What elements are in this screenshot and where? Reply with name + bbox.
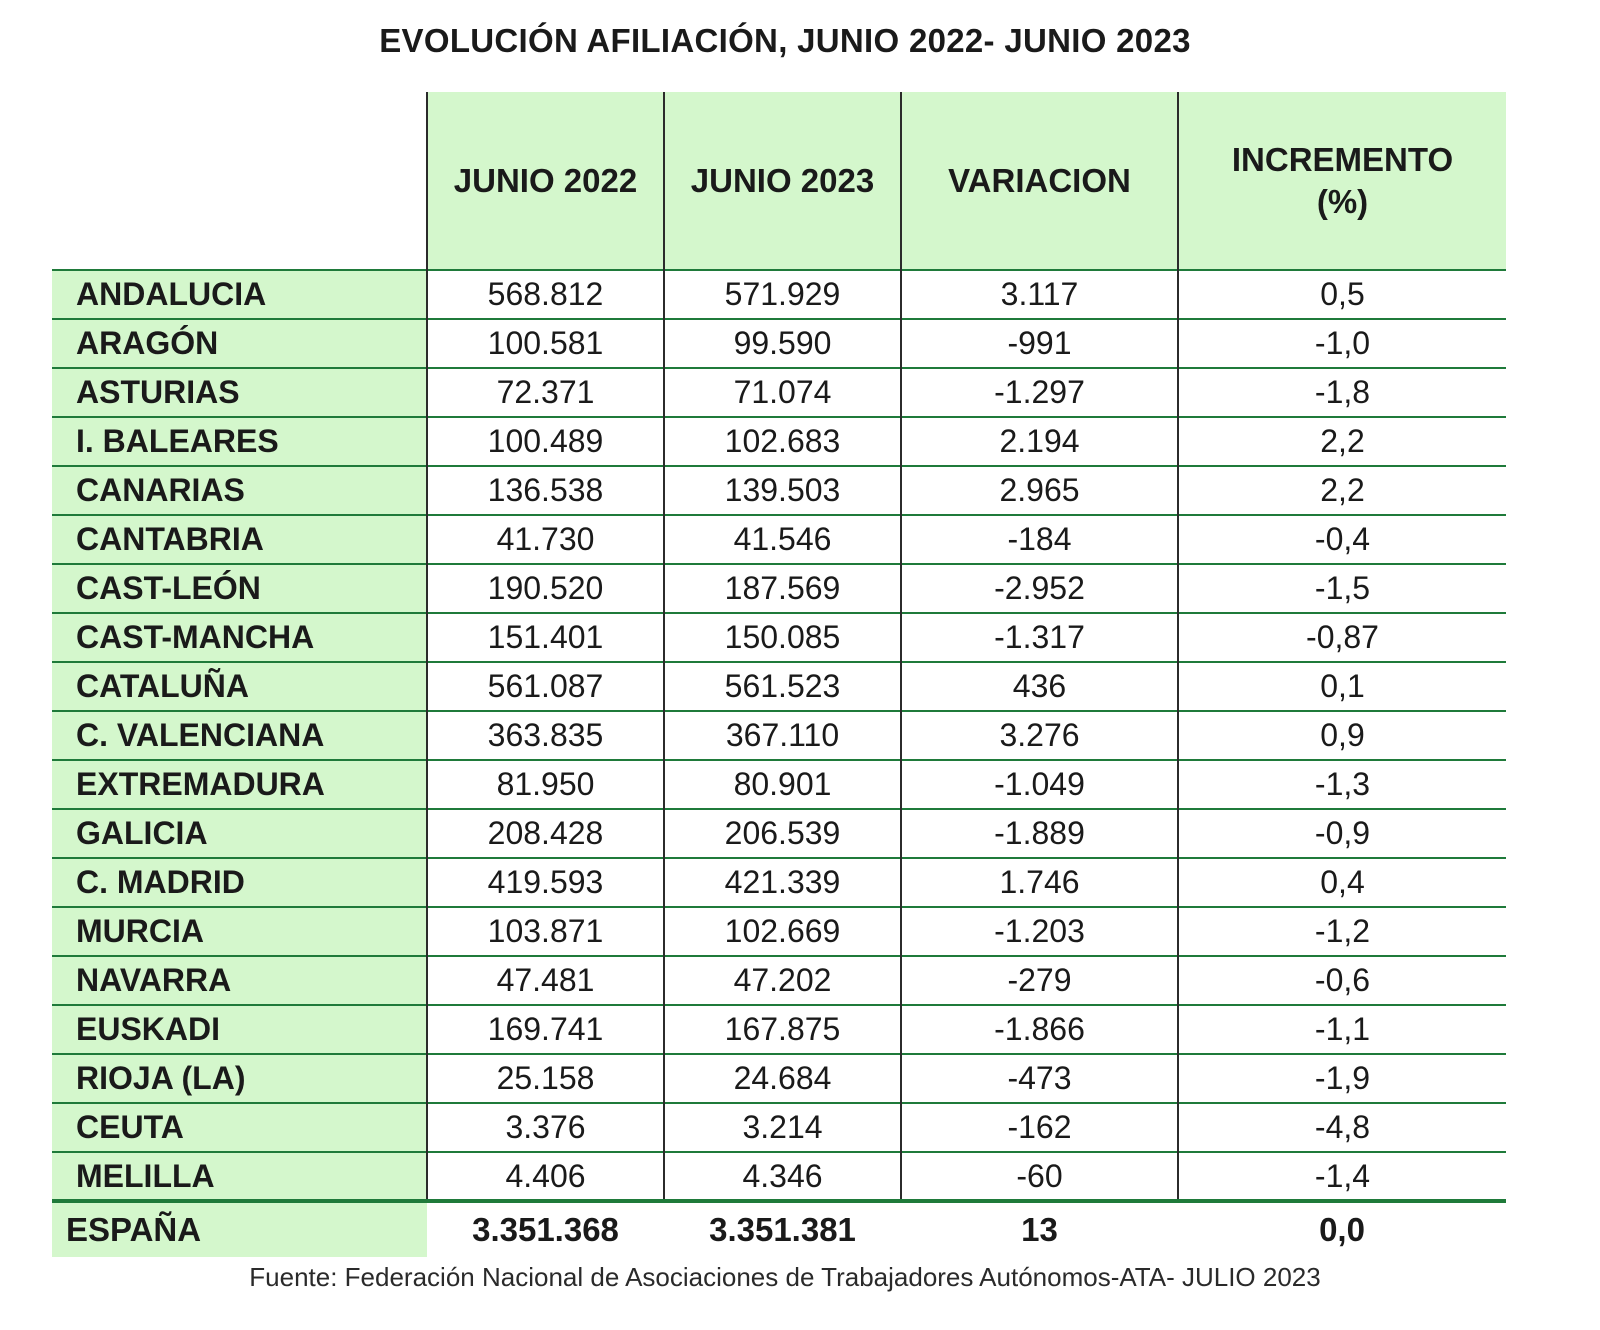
total-region: ESPAÑA (52, 1201, 427, 1257)
variacion-cell: -279 (901, 956, 1178, 1005)
table-row (52, 662, 1506, 711)
table-row (52, 368, 1506, 417)
region-cell: RIOJA (LA) (52, 1054, 427, 1103)
table-row (52, 1103, 1506, 1152)
region-cell: MURCIA (52, 907, 427, 956)
incremento-cell: -1,9 (1178, 1054, 1506, 1103)
incremento-cell: -1,0 (1178, 319, 1506, 368)
junio-2023-cell: 102.669 (664, 907, 901, 956)
header-corner (52, 92, 427, 270)
variacion-cell: -162 (901, 1103, 1178, 1152)
table-title: EVOLUCIÓN AFILIACIÓN, JUNIO 2022- JUNIO 2023 (379, 22, 1191, 59)
total-variacion: 13 (901, 1201, 1178, 1257)
table-row (52, 956, 1506, 1005)
header-incremento-line2: (%) (1316, 182, 1369, 220)
region-cell: CAST-MANCHA (52, 613, 427, 662)
junio-2022-cell: 561.087 (427, 662, 664, 711)
region-cell: NAVARRA (52, 956, 427, 1005)
junio-2023-cell: 421.339 (664, 858, 901, 907)
variacion-cell: 3.276 (901, 711, 1178, 760)
incremento-cell: -0,9 (1178, 809, 1506, 858)
variacion-cell: -1.203 (901, 907, 1178, 956)
variacion-cell: -991 (901, 319, 1178, 368)
junio-2023-cell: 41.546 (664, 515, 901, 564)
table-row (52, 466, 1506, 515)
variacion-cell: -1.297 (901, 368, 1178, 417)
source-note: Fuente: Federación Nacional de Asociaciones de Trabajadores Autónomos-ATA- JULIO 2023 (249, 1262, 1321, 1292)
junio-2022-cell: 190.520 (427, 564, 664, 613)
variacion-cell: -60 (901, 1152, 1178, 1201)
variacion-cell: -1.317 (901, 613, 1178, 662)
junio-2023-cell: 4.346 (664, 1152, 901, 1201)
header-variacion: VARIACION (901, 92, 1178, 270)
region-cell: CANARIAS (52, 466, 427, 515)
variacion-cell: -1.866 (901, 1005, 1178, 1054)
region-cell: CEUTA (52, 1103, 427, 1152)
incremento-cell: 0,4 (1178, 858, 1506, 907)
junio-2022-cell: 81.950 (427, 760, 664, 809)
region-cell: C. MADRID (52, 858, 427, 907)
incremento-cell: -1,1 (1178, 1005, 1506, 1054)
total-junio-2022: 3.351.368 (427, 1201, 664, 1257)
region-cell: I. BALEARES (52, 417, 427, 466)
region-cell: EUSKADI (52, 1005, 427, 1054)
incremento-cell: 0,9 (1178, 711, 1506, 760)
junio-2023-cell: 24.684 (664, 1054, 901, 1103)
junio-2022-cell: 41.730 (427, 515, 664, 564)
variacion-cell: 2.194 (901, 417, 1178, 466)
incremento-cell: -1,3 (1178, 760, 1506, 809)
table-body (52, 270, 1506, 1201)
junio-2022-cell: 419.593 (427, 858, 664, 907)
incremento-cell: 0,5 (1178, 270, 1506, 319)
header-junio-2022: JUNIO 2022 (427, 92, 664, 270)
junio-2023-cell: 102.683 (664, 417, 901, 466)
header-incremento-line1: INCREMENTO (1231, 141, 1454, 179)
table-row (52, 1005, 1506, 1054)
junio-2022-cell: 208.428 (427, 809, 664, 858)
table-row (52, 417, 1506, 466)
junio-2022-cell: 47.481 (427, 956, 664, 1005)
table-row (52, 760, 1506, 809)
header-junio-2023: JUNIO 2023 (664, 92, 901, 270)
header-incremento (1178, 92, 1506, 270)
variacion-cell: 2.965 (901, 466, 1178, 515)
junio-2023-cell: 571.929 (664, 270, 901, 319)
junio-2022-cell: 72.371 (427, 368, 664, 417)
variacion-cell: 3.117 (901, 270, 1178, 319)
header-row (52, 92, 1506, 270)
region-cell: GALICIA (52, 809, 427, 858)
incremento-cell: -0,6 (1178, 956, 1506, 1005)
junio-2022-cell: 4.406 (427, 1152, 664, 1201)
table-row (52, 1152, 1506, 1201)
variacion-cell: -1.889 (901, 809, 1178, 858)
junio-2023-cell: 150.085 (664, 613, 901, 662)
variacion-cell: 1.746 (901, 858, 1178, 907)
junio-2023-cell: 187.569 (664, 564, 901, 613)
total-row (52, 1201, 1506, 1257)
variacion-cell: -184 (901, 515, 1178, 564)
junio-2022-cell: 169.741 (427, 1005, 664, 1054)
region-cell: C. VALENCIANA (52, 711, 427, 760)
incremento-cell: -4,8 (1178, 1103, 1506, 1152)
total-incremento: 0,0 (1178, 1201, 1506, 1257)
incremento-cell: 0,1 (1178, 662, 1506, 711)
table-row (52, 319, 1506, 368)
table-row (52, 564, 1506, 613)
incremento-cell: -1,5 (1178, 564, 1506, 613)
incremento-cell: -0,4 (1178, 515, 1506, 564)
region-cell: ANDALUCIA (52, 270, 427, 319)
region-cell: EXTREMADURA (52, 760, 427, 809)
junio-2022-cell: 100.581 (427, 319, 664, 368)
variacion-cell: -2.952 (901, 564, 1178, 613)
table-row (52, 515, 1506, 564)
incremento-cell: 2,2 (1178, 466, 1506, 515)
table-row (52, 858, 1506, 907)
table-row (52, 1054, 1506, 1103)
table-row (52, 613, 1506, 662)
incremento-cell: -1,4 (1178, 1152, 1506, 1201)
variacion-cell: -1.049 (901, 760, 1178, 809)
junio-2023-cell: 80.901 (664, 760, 901, 809)
total-junio-2023: 3.351.381 (664, 1201, 901, 1257)
junio-2023-cell: 139.503 (664, 466, 901, 515)
region-cell: ASTURIAS (52, 368, 427, 417)
junio-2022-cell: 136.538 (427, 466, 664, 515)
junio-2022-cell: 103.871 (427, 907, 664, 956)
junio-2023-cell: 167.875 (664, 1005, 901, 1054)
region-cell: MELILLA (52, 1152, 427, 1201)
table-row (52, 270, 1506, 319)
variacion-cell: 436 (901, 662, 1178, 711)
junio-2023-cell: 47.202 (664, 956, 901, 1005)
junio-2023-cell: 367.110 (664, 711, 901, 760)
region-cell: CANTABRIA (52, 515, 427, 564)
table-row (52, 809, 1506, 858)
junio-2022-cell: 3.376 (427, 1103, 664, 1152)
junio-2023-cell: 71.074 (664, 368, 901, 417)
junio-2023-cell: 99.590 (664, 319, 901, 368)
junio-2023-cell: 206.539 (664, 809, 901, 858)
region-cell: ARAGÓN (52, 319, 427, 368)
incremento-cell: -1,2 (1178, 907, 1506, 956)
junio-2023-cell: 3.214 (664, 1103, 901, 1152)
junio-2022-cell: 568.812 (427, 270, 664, 319)
region-cell: CAST-LEÓN (52, 564, 427, 613)
table-row (52, 711, 1506, 760)
junio-2023-cell: 561.523 (664, 662, 901, 711)
variacion-cell: -473 (901, 1054, 1178, 1103)
junio-2022-cell: 151.401 (427, 613, 664, 662)
junio-2022-cell: 100.489 (427, 417, 664, 466)
affiliation-table (52, 92, 1506, 1257)
incremento-cell: 2,2 (1178, 417, 1506, 466)
table-row (52, 907, 1506, 956)
junio-2022-cell: 363.835 (427, 711, 664, 760)
incremento-cell: -1,8 (1178, 368, 1506, 417)
region-cell: CATALUÑA (52, 662, 427, 711)
junio-2022-cell: 25.158 (427, 1054, 664, 1103)
incremento-cell: -0,87 (1178, 613, 1506, 662)
